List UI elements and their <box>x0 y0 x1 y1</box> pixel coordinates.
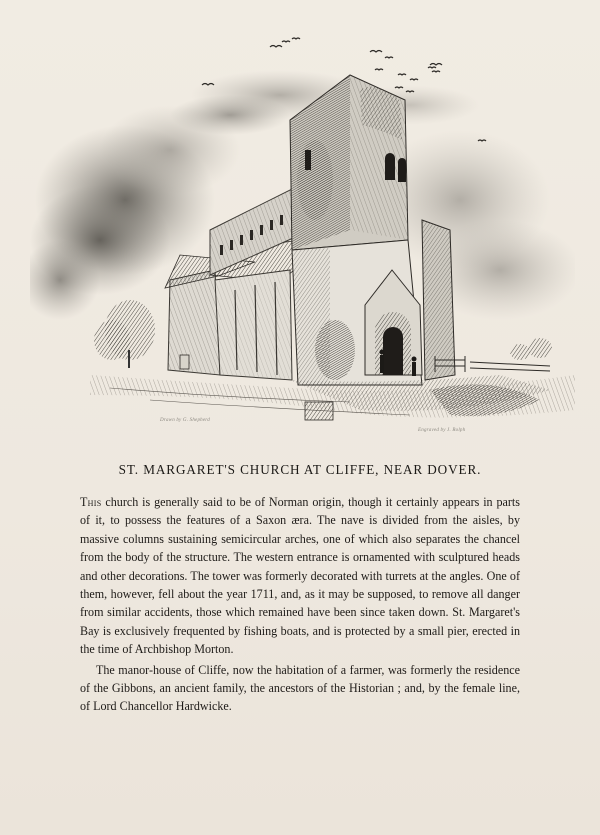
paragraph-1-text: church is generally said to be of Norman origin, though it certainly appears in parts of it, to possess the features of a Saxon æra. The nave is divided from the aisles, by massive columns sustaining semicircular arches, one of which also separates the chancel from the body of the structure. The western entrance is ornamented with sculptured heads and other decorations. The tower was formerly decorated with turrets at the angles. One of them, however, fell about the year 1711, and, as it may be supposed, to remove all danger from similar accidents, those which remained have been since taken down. St. Margaret's Bay is exclusively frequented by fishing boats, and is protected by a small pier, erected in the time of Archbishop Morton. <box>80 495 520 657</box>
paragraph-1-lead: This <box>80 495 102 509</box>
church-engraving <box>30 30 575 440</box>
body-text <box>80 493 520 716</box>
engraving-caption-left: Drawn by G. Shepherd <box>160 418 210 423</box>
paragraph-1 <box>80 493 520 659</box>
engraving-caption-right: Engraved by J. Rolph <box>418 428 466 433</box>
paragraph-2 <box>80 661 520 716</box>
trees-left <box>94 300 155 368</box>
trees-right <box>510 338 552 360</box>
page-title: ST. MARGARET'S CHURCH AT CLIFFE, NEAR DOVER. <box>118 462 482 477</box>
paragraph-2-text: The manor-house of Cliffe, now the habitation of a farmer, was formerly the residence of the Gibbons, an ancient family, the ancestors of the Historian ; and, by the female line, of Lord Chancellor Hardwicke. <box>80 662 520 714</box>
